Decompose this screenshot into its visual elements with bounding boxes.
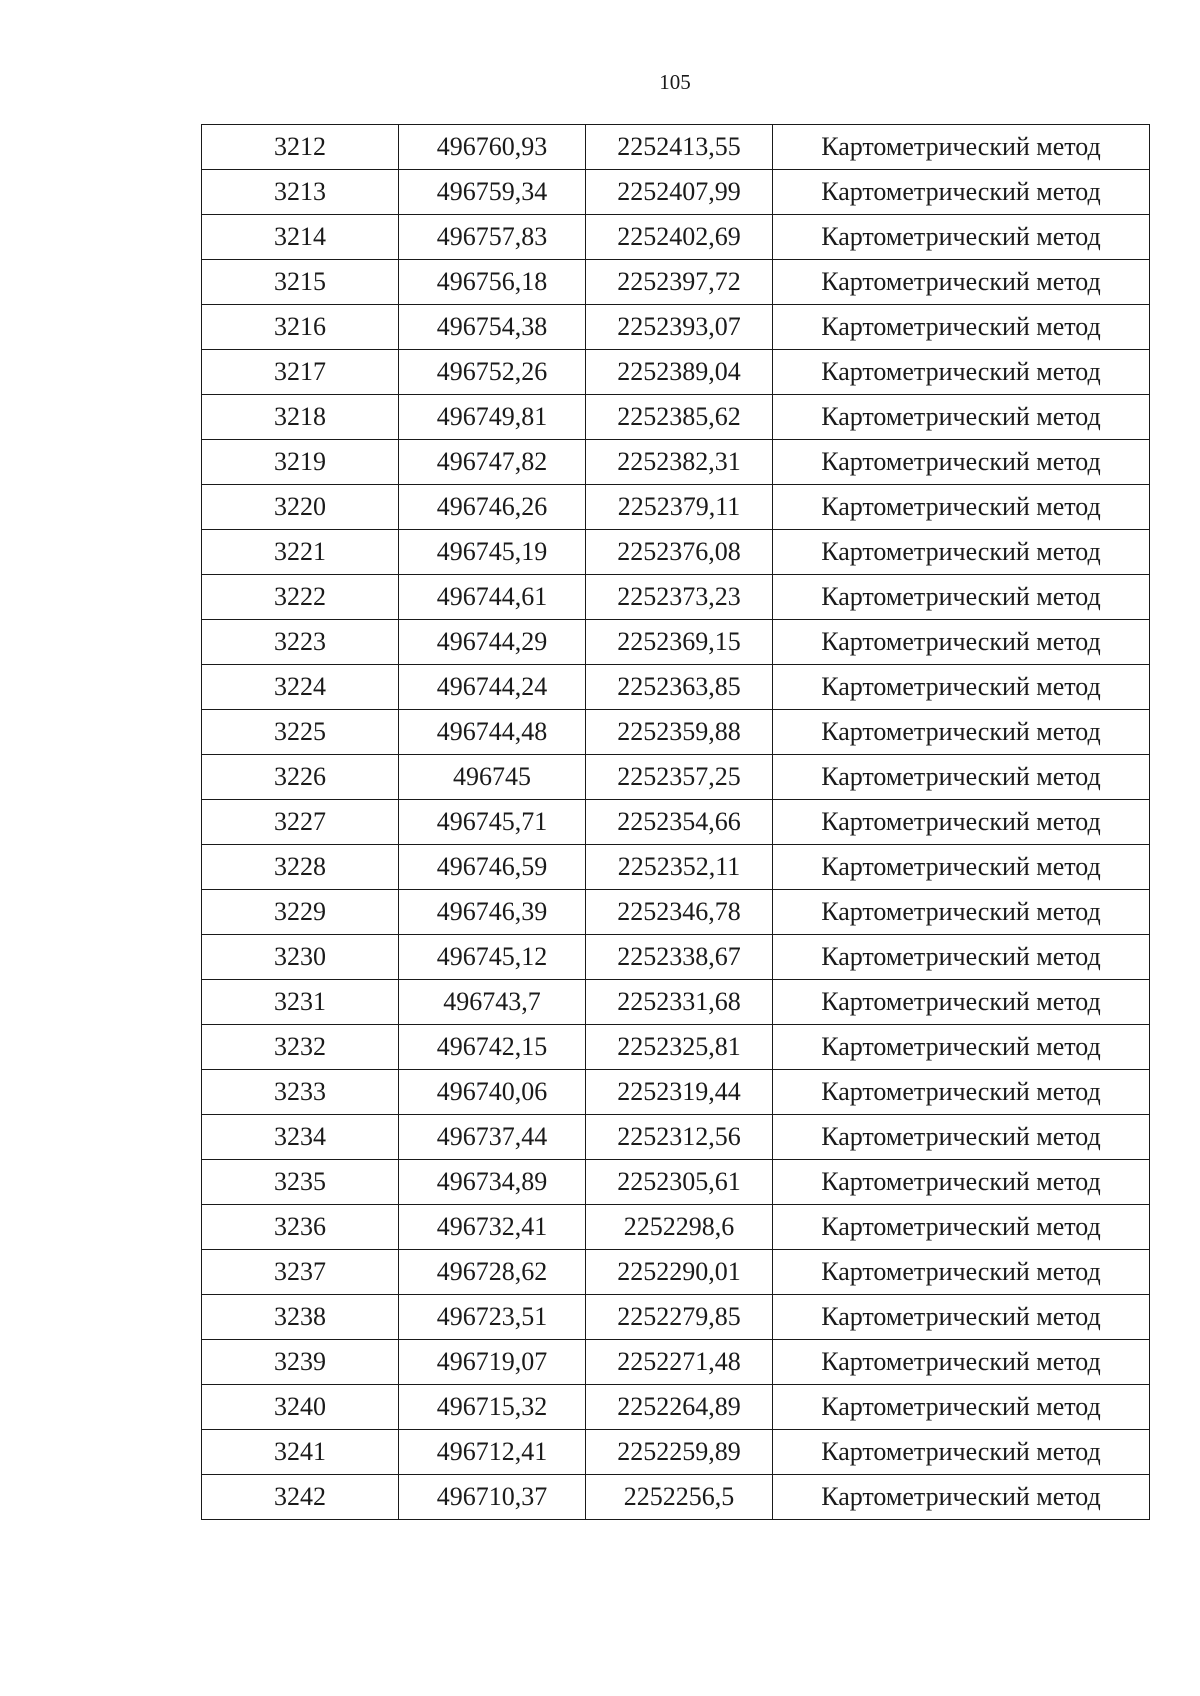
table-row: [202, 935, 1150, 980]
y-coordinate-cell: 2252373,23: [586, 575, 773, 620]
table-row: [202, 350, 1150, 395]
table-row: [202, 980, 1150, 1025]
y-coordinate-cell: 2252379,11: [586, 485, 773, 530]
x-coordinate-cell: 496734,89: [399, 1160, 586, 1205]
point-id-cell: 3230: [202, 935, 399, 980]
method-cell: Картометрический метод: [773, 575, 1150, 620]
y-coordinate-cell: 2252397,72: [586, 260, 773, 305]
point-id-cell: 3212: [202, 125, 399, 170]
table-row: [202, 800, 1150, 845]
method-cell: Картометрический метод: [773, 620, 1150, 665]
x-coordinate-cell: 496743,7: [399, 980, 586, 1025]
x-coordinate-cell: 496745: [399, 755, 586, 800]
method-cell: Картометрический метод: [773, 350, 1150, 395]
table-row: [202, 215, 1150, 260]
page-number: 105: [659, 70, 691, 94]
point-id-cell: 3218: [202, 395, 399, 440]
point-id-cell: 3219: [202, 440, 399, 485]
x-coordinate-cell: 496756,18: [399, 260, 586, 305]
table-row: [202, 170, 1150, 215]
method-cell: Картометрический метод: [773, 1115, 1150, 1160]
table-row: [202, 890, 1150, 935]
x-coordinate-cell: 496754,38: [399, 305, 586, 350]
x-coordinate-cell: 496745,71: [399, 800, 586, 845]
point-id-cell: 3236: [202, 1205, 399, 1250]
table-row: [202, 260, 1150, 305]
table-row: [202, 1205, 1150, 1250]
point-id-cell: 3226: [202, 755, 399, 800]
y-coordinate-cell: 2252376,08: [586, 530, 773, 575]
method-cell: Картометрический метод: [773, 890, 1150, 935]
y-coordinate-cell: 2252338,67: [586, 935, 773, 980]
table-row: [202, 1115, 1150, 1160]
y-coordinate-cell: 2252256,5: [586, 1475, 773, 1520]
x-coordinate-cell: 496710,37: [399, 1475, 586, 1520]
x-coordinate-cell: 496745,12: [399, 935, 586, 980]
table-row: [202, 845, 1150, 890]
y-coordinate-cell: 2252385,62: [586, 395, 773, 440]
table-row: [202, 665, 1150, 710]
point-id-cell: 3213: [202, 170, 399, 215]
x-coordinate-cell: 496759,34: [399, 170, 586, 215]
y-coordinate-cell: 2252271,48: [586, 1340, 773, 1385]
y-coordinate-cell: 2252382,31: [586, 440, 773, 485]
method-cell: Картометрический метод: [773, 1160, 1150, 1205]
y-coordinate-cell: 2252331,68: [586, 980, 773, 1025]
y-coordinate-cell: 2252325,81: [586, 1025, 773, 1070]
x-coordinate-cell: 496747,82: [399, 440, 586, 485]
y-coordinate-cell: 2252264,89: [586, 1385, 773, 1430]
point-id-cell: 3241: [202, 1430, 399, 1475]
method-cell: Картометрический метод: [773, 1385, 1150, 1430]
y-coordinate-cell: 2252346,78: [586, 890, 773, 935]
method-cell: Картометрический метод: [773, 800, 1150, 845]
table-row: [202, 1295, 1150, 1340]
method-cell: Картометрический метод: [773, 1475, 1150, 1520]
method-cell: Картометрический метод: [773, 1430, 1150, 1475]
point-id-cell: 3235: [202, 1160, 399, 1205]
x-coordinate-cell: 496740,06: [399, 1070, 586, 1115]
y-coordinate-cell: 2252259,89: [586, 1430, 773, 1475]
point-id-cell: 3224: [202, 665, 399, 710]
x-coordinate-cell: 496742,15: [399, 1025, 586, 1070]
x-coordinate-cell: 496723,51: [399, 1295, 586, 1340]
method-cell: Картометрический метод: [773, 1070, 1150, 1115]
table-row: [202, 305, 1150, 350]
method-cell: Картометрический метод: [773, 710, 1150, 755]
y-coordinate-cell: 2252352,11: [586, 845, 773, 890]
x-coordinate-cell: 496760,93: [399, 125, 586, 170]
x-coordinate-cell: 496719,07: [399, 1340, 586, 1385]
y-coordinate-cell: 2252319,44: [586, 1070, 773, 1115]
y-coordinate-cell: 2252407,99: [586, 170, 773, 215]
point-id-cell: 3225: [202, 710, 399, 755]
x-coordinate-cell: 496737,44: [399, 1115, 586, 1160]
method-cell: Картометрический метод: [773, 665, 1150, 710]
method-cell: Картометрический метод: [773, 1025, 1150, 1070]
point-id-cell: 3220: [202, 485, 399, 530]
x-coordinate-cell: 496752,26: [399, 350, 586, 395]
x-coordinate-cell: 496745,19: [399, 530, 586, 575]
point-id-cell: 3217: [202, 350, 399, 395]
x-coordinate-cell: 496732,41: [399, 1205, 586, 1250]
x-coordinate-cell: 496749,81: [399, 395, 586, 440]
method-cell: Картометрический метод: [773, 1205, 1150, 1250]
point-id-cell: 3233: [202, 1070, 399, 1115]
table-row: [202, 1160, 1150, 1205]
method-cell: Картометрический метод: [773, 440, 1150, 485]
table-row: [202, 1475, 1150, 1520]
method-cell: Картометрический метод: [773, 215, 1150, 260]
x-coordinate-cell: 496746,39: [399, 890, 586, 935]
y-coordinate-cell: 2252413,55: [586, 125, 773, 170]
point-id-cell: 3223: [202, 620, 399, 665]
point-id-cell: 3240: [202, 1385, 399, 1430]
point-id-cell: 3229: [202, 890, 399, 935]
point-id-cell: 3234: [202, 1115, 399, 1160]
table-row: [202, 620, 1150, 665]
point-id-cell: 3238: [202, 1295, 399, 1340]
x-coordinate-cell: 496744,48: [399, 710, 586, 755]
method-cell: Картометрический метод: [773, 755, 1150, 800]
coordinates-table-body: [202, 125, 1150, 1520]
point-id-cell: 3221: [202, 530, 399, 575]
x-coordinate-cell: 496728,62: [399, 1250, 586, 1295]
y-coordinate-cell: 2252389,04: [586, 350, 773, 395]
table-row: [202, 1385, 1150, 1430]
point-id-cell: 3228: [202, 845, 399, 890]
method-cell: Картометрический метод: [773, 125, 1150, 170]
x-coordinate-cell: 496757,83: [399, 215, 586, 260]
x-coordinate-cell: 496715,32: [399, 1385, 586, 1430]
table-row: [202, 125, 1150, 170]
method-cell: Картометрический метод: [773, 305, 1150, 350]
y-coordinate-cell: 2252305,61: [586, 1160, 773, 1205]
table-row: [202, 485, 1150, 530]
y-coordinate-cell: 2252290,01: [586, 1250, 773, 1295]
coordinates-table: [201, 124, 1150, 1520]
method-cell: Картометрический метод: [773, 530, 1150, 575]
point-id-cell: 3214: [202, 215, 399, 260]
x-coordinate-cell: 496744,61: [399, 575, 586, 620]
table-row: [202, 575, 1150, 620]
x-coordinate-cell: 496746,59: [399, 845, 586, 890]
table-row: [202, 1340, 1150, 1385]
y-coordinate-cell: 2252312,56: [586, 1115, 773, 1160]
point-id-cell: 3237: [202, 1250, 399, 1295]
y-coordinate-cell: 2252279,85: [586, 1295, 773, 1340]
y-coordinate-cell: 2252354,66: [586, 800, 773, 845]
point-id-cell: 3231: [202, 980, 399, 1025]
method-cell: Картометрический метод: [773, 170, 1150, 215]
table-row: [202, 710, 1150, 755]
y-coordinate-cell: 2252298,6: [586, 1205, 773, 1250]
table-row: [202, 1430, 1150, 1475]
point-id-cell: 3242: [202, 1475, 399, 1520]
method-cell: Картометрический метод: [773, 485, 1150, 530]
table-row: [202, 530, 1150, 575]
method-cell: Картометрический метод: [773, 1250, 1150, 1295]
point-id-cell: 3239: [202, 1340, 399, 1385]
method-cell: Картометрический метод: [773, 1340, 1150, 1385]
x-coordinate-cell: 496746,26: [399, 485, 586, 530]
y-coordinate-cell: 2252363,85: [586, 665, 773, 710]
point-id-cell: 3227: [202, 800, 399, 845]
table-row: [202, 395, 1150, 440]
method-cell: Картометрический метод: [773, 845, 1150, 890]
point-id-cell: 3232: [202, 1025, 399, 1070]
y-coordinate-cell: 2252359,88: [586, 710, 773, 755]
y-coordinate-cell: 2252402,69: [586, 215, 773, 260]
x-coordinate-cell: 496744,24: [399, 665, 586, 710]
method-cell: Картометрический метод: [773, 395, 1150, 440]
table-row: [202, 755, 1150, 800]
point-id-cell: 3222: [202, 575, 399, 620]
y-coordinate-cell: 2252369,15: [586, 620, 773, 665]
method-cell: Картометрический метод: [773, 980, 1150, 1025]
x-coordinate-cell: 496712,41: [399, 1430, 586, 1475]
method-cell: Картометрический метод: [773, 935, 1150, 980]
method-cell: Картометрический метод: [773, 1295, 1150, 1340]
table-row: [202, 440, 1150, 485]
point-id-cell: 3216: [202, 305, 399, 350]
y-coordinate-cell: 2252357,25: [586, 755, 773, 800]
x-coordinate-cell: 496744,29: [399, 620, 586, 665]
y-coordinate-cell: 2252393,07: [586, 305, 773, 350]
table-row: [202, 1025, 1150, 1070]
method-cell: Картометрический метод: [773, 260, 1150, 305]
table-row: [202, 1250, 1150, 1295]
table-row: [202, 1070, 1150, 1115]
point-id-cell: 3215: [202, 260, 399, 305]
